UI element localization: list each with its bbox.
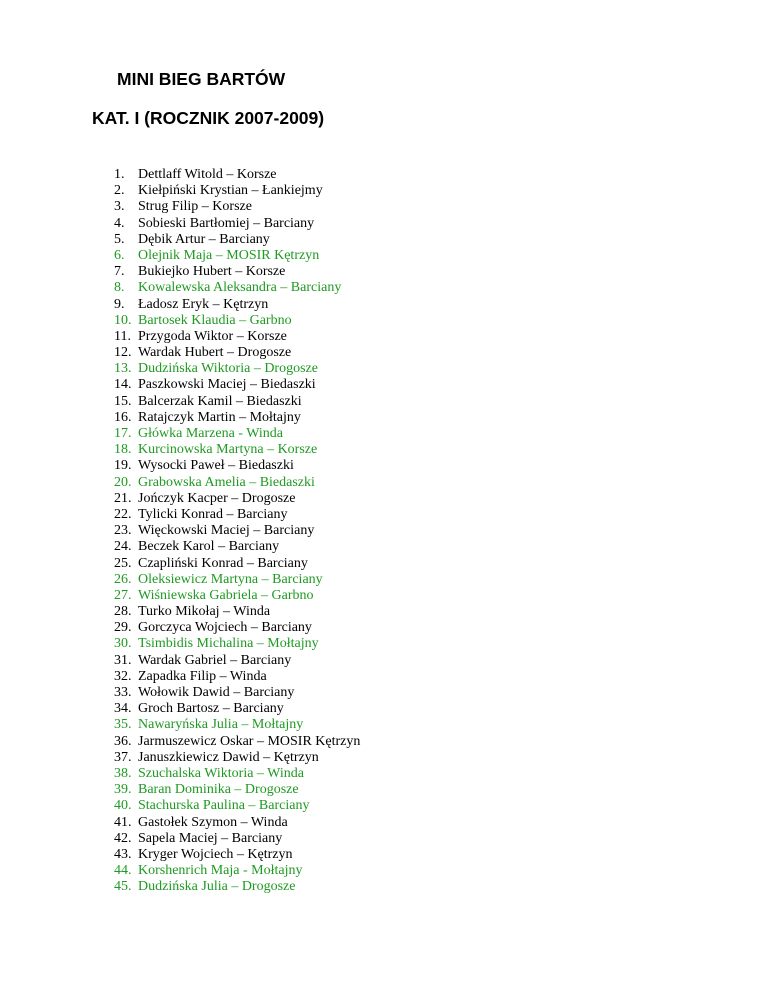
result-entry [114,620,360,636]
result-entry [114,604,360,620]
result-number: 19. [114,458,132,474]
result-number: 31. [114,652,132,668]
result-entry [114,539,360,555]
result-number: 13. [114,361,132,377]
result-text: Kiełpiński Krystian – Łankiejmy [138,183,323,199]
result-entry [114,458,360,474]
result-number: 24. [114,539,132,555]
result-text: Więckowski Maciej – Barciany [138,523,315,539]
result-entry [114,750,360,766]
result-text: Ratajczyk Martin – Mołtajny [138,409,301,425]
result-text: Dudzińska Julia – Drogosze [138,879,296,895]
result-text: Główka Marzena - Winda [138,426,283,441]
result-text: Sobieski Bartłomiej – Barciany [138,215,315,231]
result-entry [114,167,360,183]
result-entry [114,280,360,296]
result-number: 26. [114,571,132,587]
result-text: Wardak Hubert – Drogosze [138,345,292,361]
result-entry [114,426,360,442]
result-entry [114,442,360,458]
result-number: 28. [114,604,132,620]
result-number: 20. [114,474,132,490]
result-number: 44. [114,863,132,879]
result-number: 42. [114,830,132,846]
result-number: 21. [114,490,132,506]
result-number: 41. [114,814,132,830]
result-text: Dettlaff Witold – Korsze [138,167,277,182]
result-text: Olejnik Maja – MOSIR Kętrzyn [138,247,320,263]
result-entry [114,297,360,313]
document-title: MINI BIEG BARTÓW [117,69,286,89]
result-entry [114,766,360,782]
result-entry [114,831,360,847]
result-text: Baran Dominika – Drogosze [138,782,299,798]
result-number: 45. [114,879,132,895]
result-entry [114,701,360,717]
result-entry [114,847,360,863]
result-number: 16. [114,409,132,425]
result-number: 25. [114,555,132,571]
result-text: Oleksiewicz Martyna – Barciany [138,571,323,587]
results-list [114,167,360,895]
result-text: Kowalewska Aleksandra – Barciany [138,280,342,296]
result-text: Jarmuszewicz Oskar – MOSIR Kętrzyn [138,733,361,749]
result-entry [114,410,360,426]
result-number: 39. [114,782,132,798]
result-text: Wołowik Dawid – Barciany [138,685,295,700]
result-text: Turko Mikołaj – Winda [138,604,271,620]
result-text: Ładosz Eryk – Kętrzyn [138,296,269,312]
result-text: Stachurska Paulina – Barciany [138,798,310,814]
result-entry [114,556,360,572]
result-text: Korshenrich Maja - Mołtajny [138,863,303,879]
result-entry [114,653,360,669]
result-number: 36. [114,733,132,749]
result-entry [114,361,360,377]
result-entry [114,313,360,329]
result-text: Wardak Gabriel – Barciany [138,652,292,668]
result-entry [114,863,360,879]
result-entry [114,394,360,410]
result-entry [114,232,360,248]
result-text: Bartosek Klaudia – Garbno [138,312,292,328]
result-text: Sapela Maciej – Barciany [138,830,283,846]
result-text: Jończyk Kacper – Drogosze [138,490,296,506]
result-number: 11. [114,328,131,344]
result-entry [114,216,360,232]
result-text: Tsimbidis Michalina – Mołtajny [138,636,319,652]
result-entry [114,264,360,280]
result-entry [114,475,360,491]
result-entry [114,879,360,895]
result-number: 15. [114,393,132,409]
result-text: Groch Bartosz – Barciany [138,701,284,717]
result-text: Dudzińska Wiktoria – Drogosze [138,361,318,377]
result-number: 38. [114,765,132,781]
result-number: 40. [114,798,132,814]
result-entry [114,572,360,588]
result-entry [114,491,360,507]
result-text: Bukiejko Hubert – Korsze [138,264,286,280]
result-number: 2. [114,183,125,199]
result-number: 34. [114,701,132,717]
result-number: 37. [114,749,132,765]
result-text: Szuchalska Wiktoria – Winda [138,765,304,781]
result-entry [114,523,360,539]
result-number: 23. [114,523,132,539]
result-entry [114,685,360,701]
result-entry [114,183,360,199]
result-entry [114,798,360,814]
result-number: 9. [114,296,125,312]
result-text: Wiśniewska Gabriela – Garbno [138,587,314,603]
result-text: Gastołek Szymon – Winda [138,814,288,830]
result-number: 7. [114,264,125,280]
result-entry [114,669,360,685]
result-entry [114,345,360,361]
result-number: 43. [114,846,132,862]
result-entry [114,588,360,604]
result-text: Januszkiewicz Dawid – Kętrzyn [138,749,319,765]
category-heading: KAT. I (ROCZNIK 2007-2009) [92,108,325,128]
result-entry [114,782,360,798]
result-text: Czapliński Konrad – Barciany [138,555,308,571]
result-text: Przygoda Wiktor – Korsze [138,328,287,344]
result-number: 5. [114,231,125,247]
result-text: Beczek Karol – Barciany [138,539,280,555]
result-number: 10. [114,312,132,328]
result-text: Zapadka Filip – Winda [138,668,267,684]
result-number: 12. [114,345,132,361]
result-entry [114,734,360,750]
result-text: Strug Filip – Korsze [138,199,252,215]
result-number: 27. [114,587,132,603]
result-number: 29. [114,620,132,636]
result-number: 6. [114,247,125,263]
result-number: 33. [114,685,132,700]
result-number: 17. [114,426,132,441]
result-text: Tylicki Konrad – Barciany [138,506,288,522]
result-number: 35. [114,717,132,733]
result-number: 32. [114,668,132,684]
result-number: 4. [114,215,125,231]
result-number: 14. [114,377,132,393]
result-entry [114,377,360,393]
result-text: Dębik Artur – Barciany [138,231,270,247]
result-entry [114,815,360,831]
result-entry [114,199,360,215]
result-text: Grabowska Amelia – Biedaszki [138,474,315,490]
result-number: 3. [114,199,125,215]
result-text: Gorczyca Wojciech – Barciany [138,620,312,636]
result-entry [114,248,360,264]
result-number: 18. [114,442,132,458]
result-text: Balcerzak Kamil – Biedaszki [138,393,302,409]
result-text: Wysocki Paweł – Biedaszki [138,458,294,474]
result-number: 22. [114,506,132,522]
result-text: Nawaryńska Julia – Mołtajny [138,717,304,733]
result-number: 1. [114,167,125,182]
result-entry [114,329,360,345]
result-entry [114,717,360,733]
result-entry [114,636,360,652]
result-text: Kryger Wojciech – Kętrzyn [138,846,293,862]
result-text: Kurcinowska Martyna – Korsze [138,442,318,458]
result-number: 30. [114,636,132,652]
result-entry [114,507,360,523]
result-number: 8. [114,280,125,296]
result-text: Paszkowski Maciej – Biedaszki [138,377,316,393]
